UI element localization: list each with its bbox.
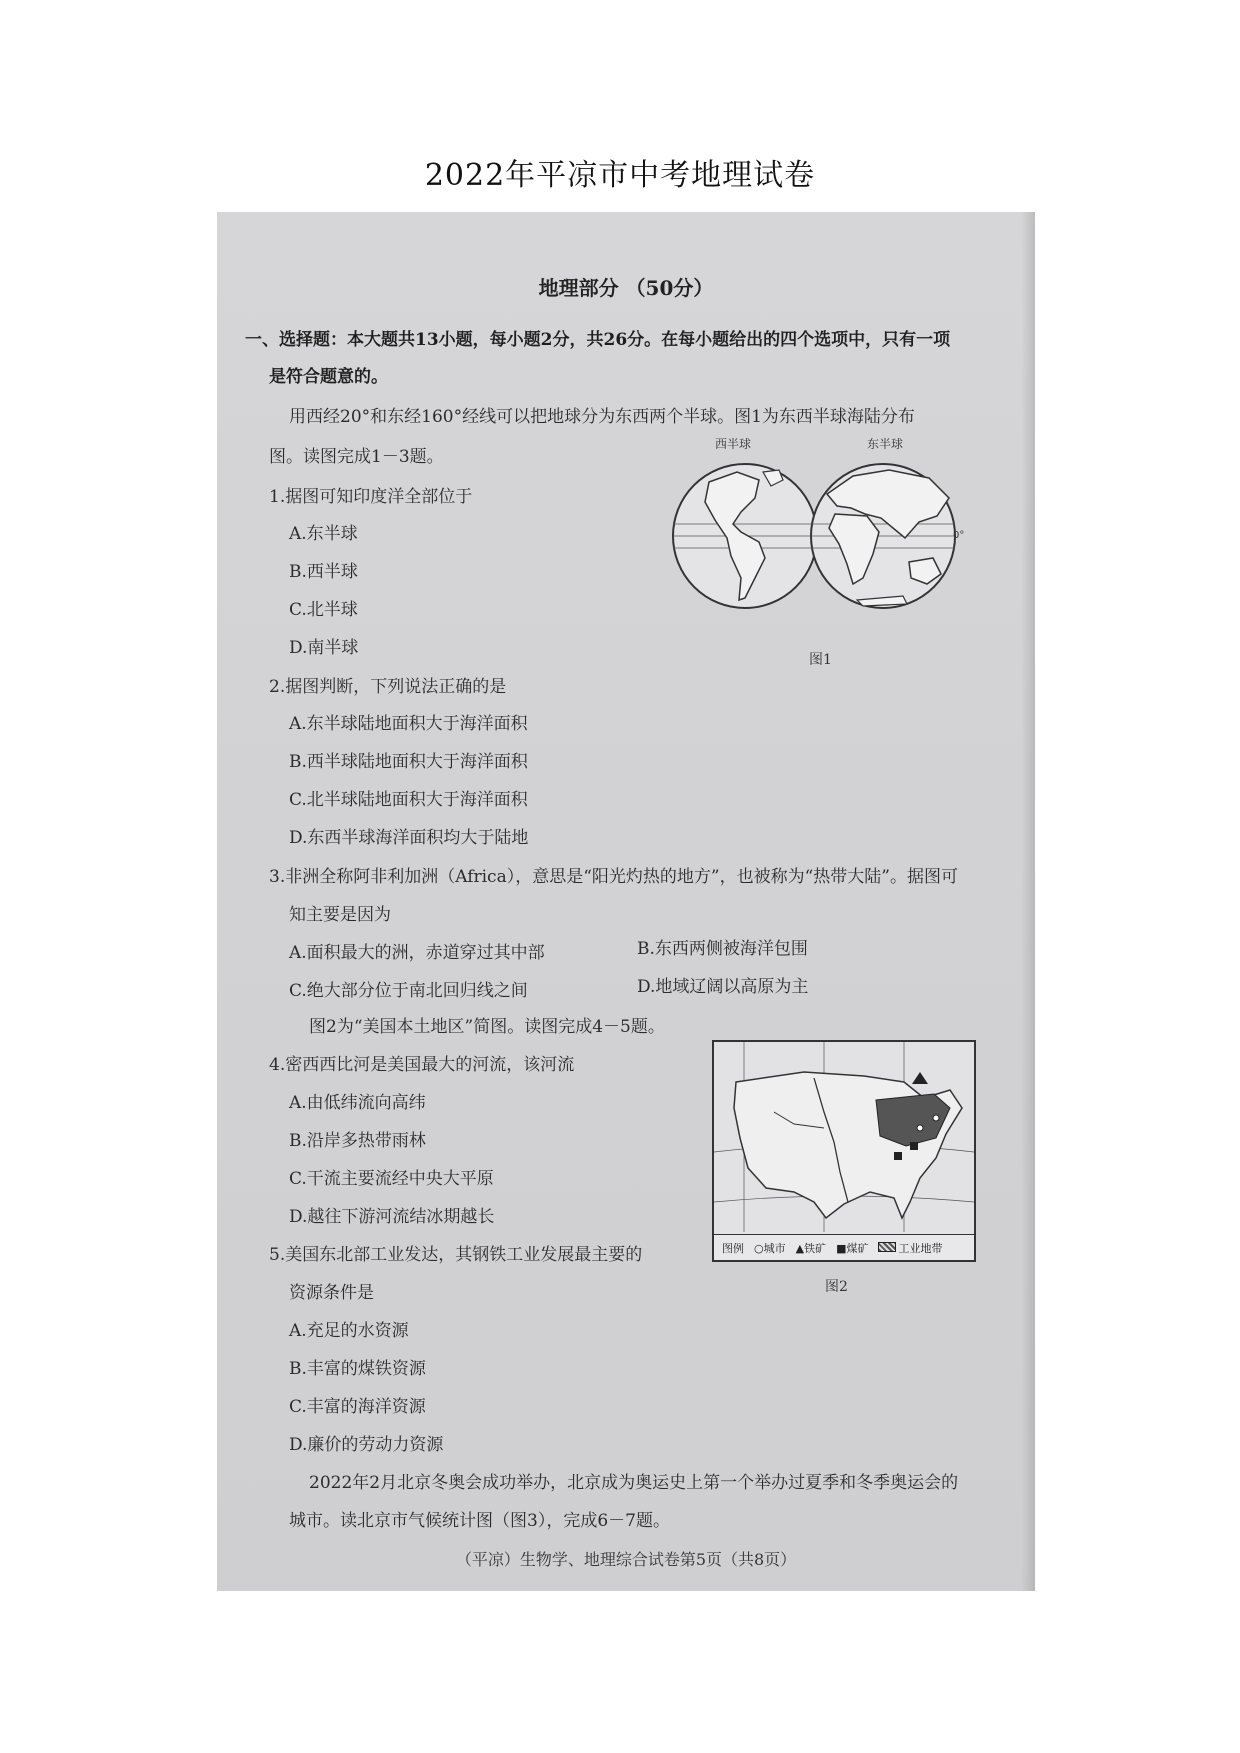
q5-option-b: B.丰富的煤铁资源: [289, 1359, 426, 1379]
q5-option-d: D.廉价的劳动力资源: [289, 1435, 444, 1455]
exam-page-photo: [217, 212, 1035, 1591]
intro2: 图2为“美国本土地区”简图。读图完成4－5题。: [309, 1017, 665, 1037]
iron-ore-marker: [912, 1072, 928, 1084]
q4-option-b: B.沿岸多热带雨林: [289, 1131, 426, 1151]
west-hemisphere-label: 西半球: [715, 437, 752, 451]
coal-icon: ■: [836, 1241, 847, 1255]
q5-option-c: C.丰富的海洋资源: [289, 1397, 426, 1417]
intro3-line2: 城市。读北京市气候统计图（图3），完成6－7题。: [289, 1511, 670, 1531]
industry-zone-icon: [878, 1242, 896, 1252]
q2-option-c: C.北半球陆地面积大于海洋面积: [289, 790, 528, 810]
intro3-line1: 2022年2月北京冬奥会成功举办，北京成为奥运史上第一个举办过夏季和冬季奥运会的: [309, 1473, 959, 1493]
q5-stem-line2: 资源条件是: [289, 1283, 374, 1303]
legend-industry: 工业地带: [878, 1240, 942, 1256]
q5-option-a: A.充足的水资源: [289, 1321, 409, 1341]
city-marker-2: [933, 1115, 939, 1121]
east-hemisphere-label: 东半球: [867, 437, 904, 451]
city-marker-1: [917, 1125, 923, 1131]
q1-option-b: B.西半球: [289, 562, 358, 582]
page-footer: （平凉）生物学、地理综合试卷第5页（共8页）: [455, 1550, 797, 1569]
instruction-line2: 是符合题意的。: [269, 367, 388, 387]
q2-option-d: D.东西半球海洋面积均大于陆地: [289, 828, 529, 848]
figure1-caption: 图1: [809, 652, 832, 668]
q1-option-c: C.北半球: [289, 600, 358, 620]
zero-degree-label: 0°: [953, 530, 965, 541]
hemisphere-map-figure: [667, 432, 967, 632]
legend-iron: ▲铁矿: [795, 1241, 827, 1255]
q2-option-b: B.西半球陆地面积大于海洋面积: [289, 752, 528, 772]
section-title: 地理部分 （50分）: [538, 276, 714, 300]
usa-map-figure: [712, 1040, 976, 1262]
intro-line2: 图。读图完成1－3题。: [269, 447, 444, 467]
coal-mine-marker-2: [910, 1142, 918, 1150]
q3-stem-line2: 知主要是因为: [289, 905, 391, 925]
q2-option-a: A.东半球陆地面积大于海洋面积: [289, 714, 528, 734]
q3-option-c: C.绝大部分位于南北回归线之间: [289, 981, 528, 1001]
q2-stem: 2.据图判断，下列说法正确的是: [269, 677, 507, 697]
q1-stem: 1.据图可知印度洋全部位于: [269, 487, 473, 507]
instruction-line1: 一、选择题：本大题共13小题，每小题2分，共26分。在每小题给出的四个选项中，只有一项: [245, 330, 951, 350]
coal-mine-marker-1: [894, 1152, 902, 1160]
page-edge-shadow: [1021, 212, 1035, 1591]
q3-stem-line1: 3.非洲全称阿非利加洲（Africa），意思是“阳光灼热的地方”，也被称为“热带大陆”。据图可: [269, 867, 958, 887]
legend-city: ○城市: [754, 1241, 786, 1255]
q3-option-b: B.东西两侧被海洋包围: [637, 939, 808, 959]
q4-option-d: D.越往下游河流结冰期越长: [289, 1207, 495, 1227]
legend-title: 图例: [722, 1241, 744, 1255]
q3-option-a: A.面积最大的洲，赤道穿过其中部: [289, 943, 545, 963]
page-title: 2022年平凉市中考地理试卷: [424, 158, 816, 193]
q4-stem: 4.密西西比河是美国最大的河流，该河流: [269, 1055, 575, 1075]
city-icon: ○: [754, 1241, 764, 1255]
q3-option-d: D.地域辽阔以高原为主: [637, 977, 809, 997]
figure2-caption: 图2: [825, 1279, 848, 1295]
q1-option-a: A.东半球: [289, 524, 358, 544]
q1-option-d: D.南半球: [289, 638, 359, 658]
iron-ore-icon: ▲: [795, 1241, 805, 1255]
q4-option-a: A.由低纬流向高纬: [289, 1093, 426, 1113]
q4-option-c: C.干流主要流经中央大平原: [289, 1169, 494, 1189]
usa-outline: [734, 1072, 962, 1218]
usa-map-svg: [714, 1042, 974, 1232]
q5-stem-line1: 5.美国东北部工业发达，其钢铁工业发展最主要的: [269, 1245, 643, 1265]
legend-coal: ■煤矿: [836, 1241, 869, 1255]
map-legend: [714, 1234, 974, 1260]
intro-line1: 用西经20°和东经160°经线可以把地球分为东西两个半球。图1为东西半球海陆分布: [289, 407, 915, 427]
